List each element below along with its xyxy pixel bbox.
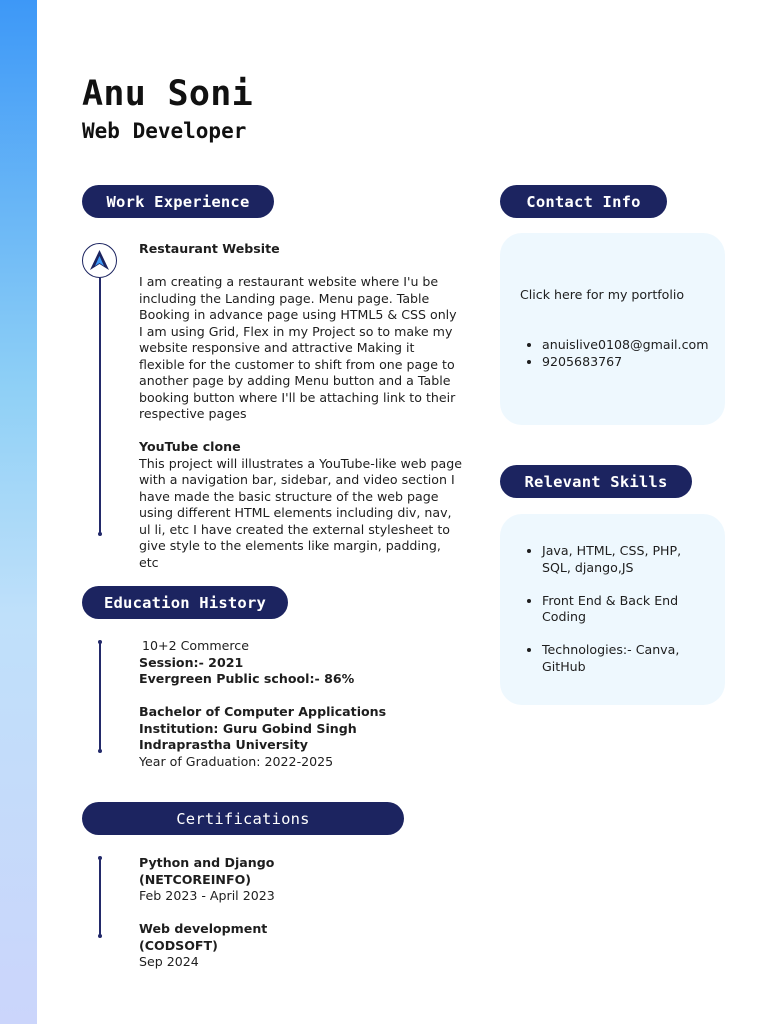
certification-issuer: (NETCOREINFO) xyxy=(139,871,252,887)
email-address[interactable]: • anuislive0108@gmail.com xyxy=(542,337,708,354)
skill-item: • Java, HTML, CSS, PHP, SQL, django,JS xyxy=(542,543,712,576)
decorative-side-strip xyxy=(0,0,37,1024)
certifications-heading: Certifications xyxy=(82,802,404,835)
education-graduation: Year of Graduation: 2022-2025 xyxy=(139,753,334,769)
certification-title: Web development xyxy=(139,921,268,936)
skills-card xyxy=(500,514,725,705)
project-description: I am creating a restaurant website where I'u be including the Landing page. Menu page. Table Booking in advance page using HTML5 & CSS only I am using Grid, Flex in my Project so to make my website responsive and attractive Making it flexible for the customer to shift from one page to another page by adding Menu button and a Table booking button where I'll be attaching link to their respective pages xyxy=(139,274,457,421)
project-logo-icon xyxy=(82,243,117,278)
certifications-timeline-dot xyxy=(98,934,102,938)
education-institution: Institution: Guru Gobind Singh xyxy=(139,720,357,736)
education-timeline-line xyxy=(99,642,101,751)
education-title: 10+2 Commerce xyxy=(142,638,249,653)
certification-dates: Feb 2023 - April 2023 xyxy=(139,888,275,903)
skill-item: • Front End & Back End Coding xyxy=(542,593,712,626)
work-timeline-line xyxy=(99,278,101,534)
education-title: Bachelor of Computer Applications xyxy=(139,704,387,719)
education-institution: Indraprastha University xyxy=(139,737,308,752)
portfolio-link[interactable]: Click here for my portfolio xyxy=(520,287,685,302)
skills-list xyxy=(520,543,712,675)
certification-title: Python and Django xyxy=(139,855,275,870)
skill-item: • Technologies:- Canva, GitHub xyxy=(542,642,712,675)
certifications-timeline-line xyxy=(99,858,101,936)
contact-list xyxy=(520,337,708,370)
candidate-name: Anu Soni xyxy=(82,74,253,114)
work-experience-heading: Work Experience xyxy=(82,185,274,218)
certification-dates: Sep 2024 xyxy=(139,954,199,969)
work-experience-list xyxy=(139,241,464,571)
education-history-heading: Education History xyxy=(82,586,288,619)
project-title: YouTube clone xyxy=(139,439,241,454)
education-timeline-dot xyxy=(98,749,102,753)
contact-info-card xyxy=(500,233,725,425)
phone-number[interactable]: • 9205683767 xyxy=(542,354,708,371)
project-title: Restaurant Website xyxy=(139,241,280,256)
education-school: Evergreen Public school:- 86% xyxy=(139,671,355,686)
contact-info-heading: Contact Info xyxy=(500,185,667,218)
certifications-list xyxy=(139,855,439,971)
education-list xyxy=(139,638,439,770)
relevant-skills-heading: Relevant Skills xyxy=(500,465,692,498)
project-description: This project will illustrates a YouTube-like web page with a navigation bar, sidebar, and video section I have made the basic structure of the web page using different HTML elements including div, nav, ul li, etc I have created the external stylesheet to give style to the elements like margin, padding, etc xyxy=(139,455,462,570)
arrow-logo-icon xyxy=(89,249,110,271)
work-timeline-dot xyxy=(98,532,102,536)
education-session: Session:- 2021 xyxy=(139,654,244,670)
candidate-role: Web Developer xyxy=(82,119,247,143)
certification-issuer: (CODSOFT) xyxy=(139,937,218,953)
